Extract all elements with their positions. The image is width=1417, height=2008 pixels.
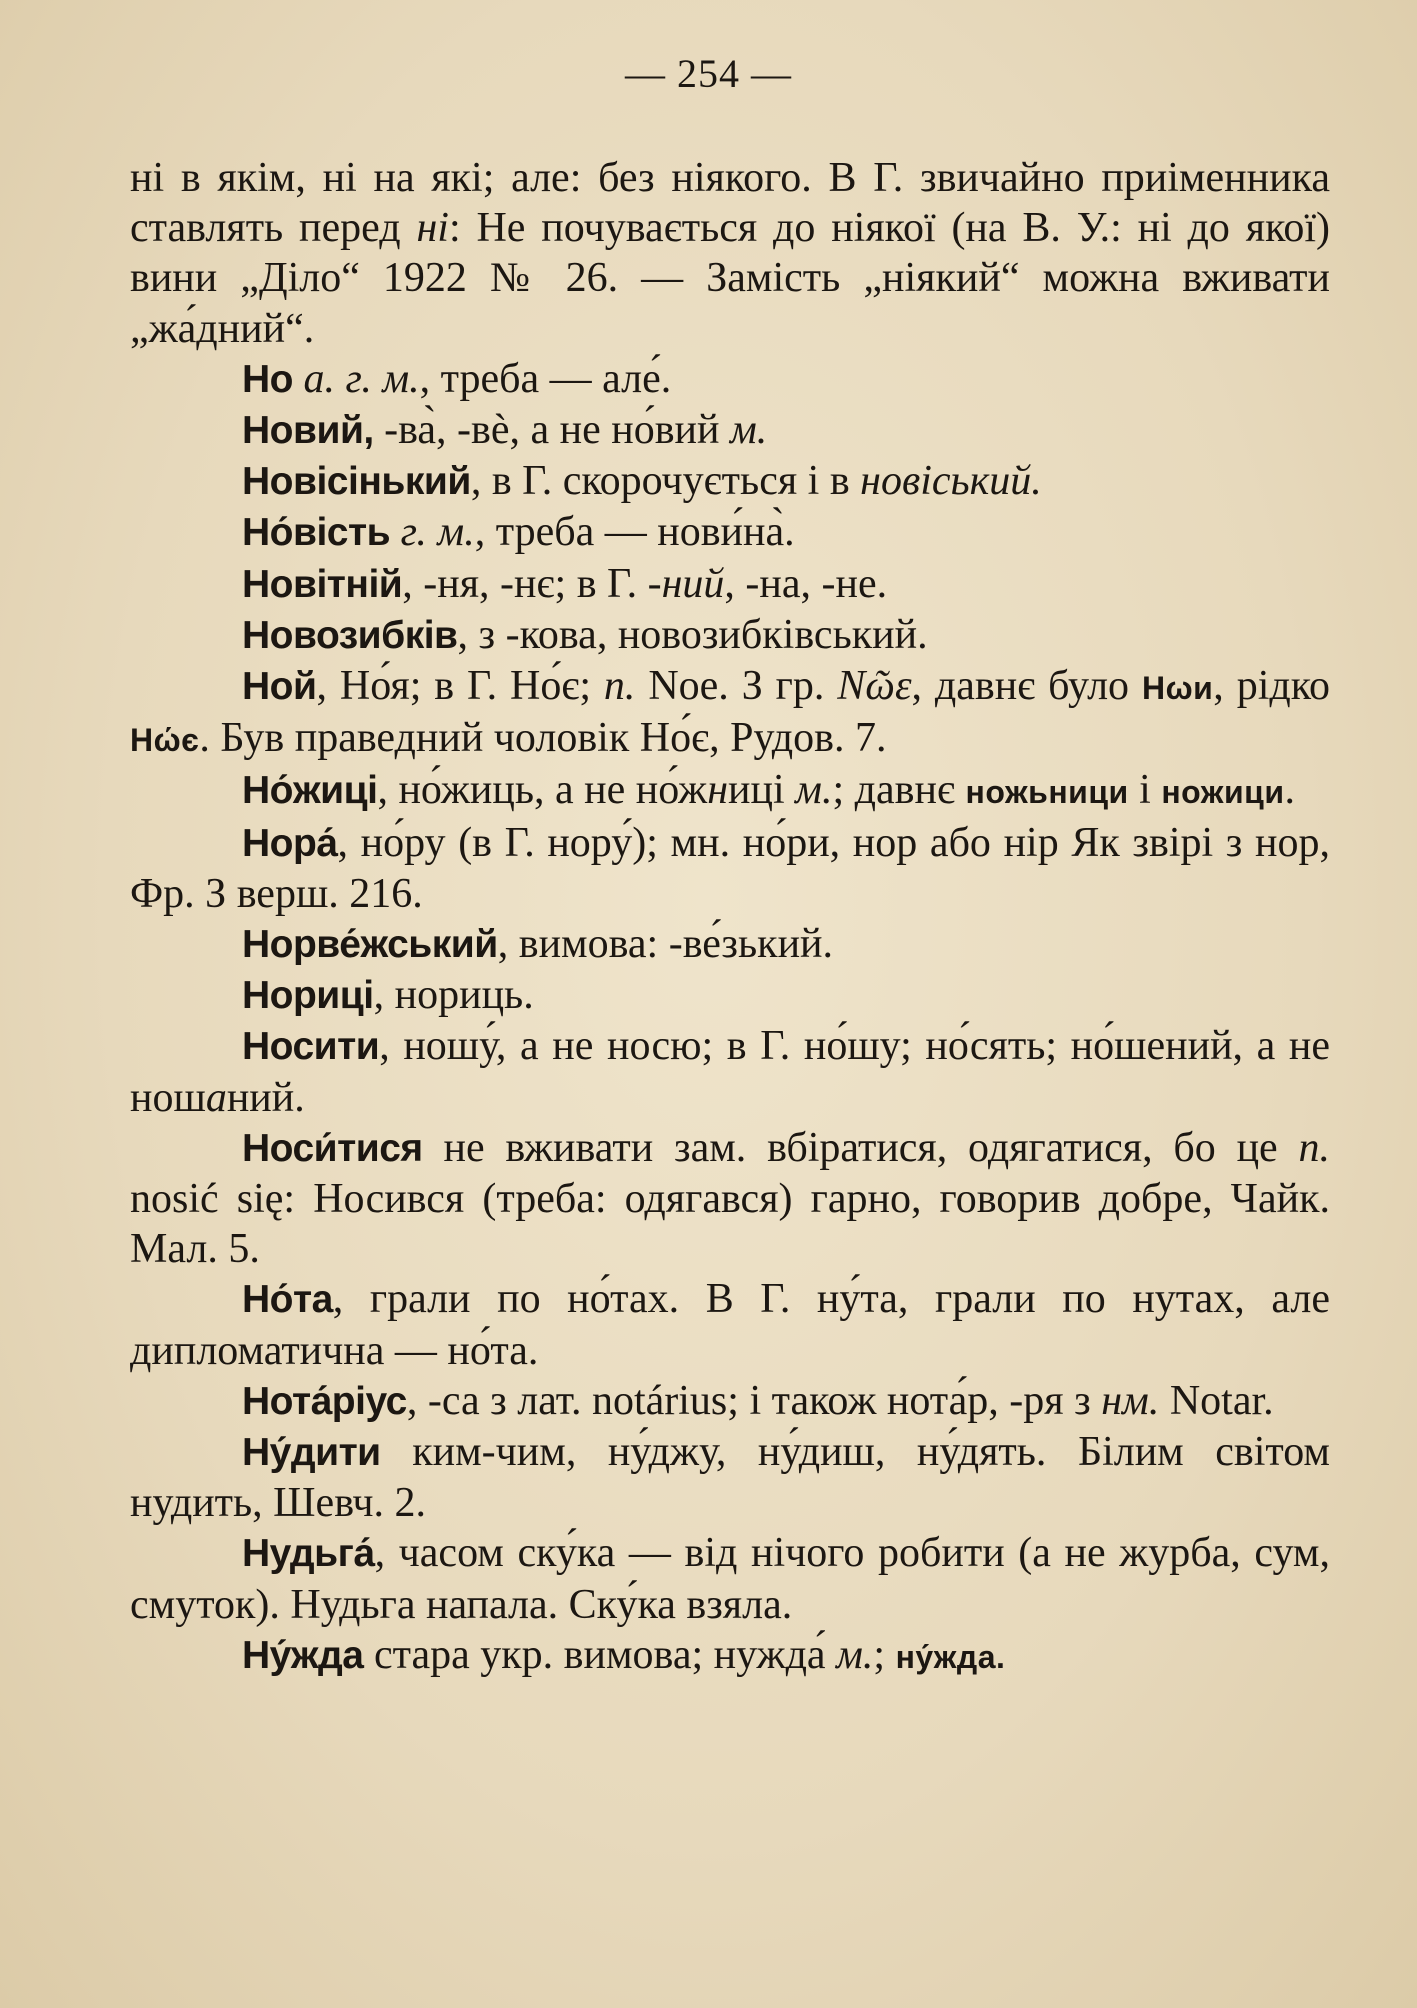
entry-text: , -ня, -нє; в Г. -: [402, 560, 662, 607]
old-form: ножици: [1161, 774, 1285, 811]
entry-text: .: [1284, 767, 1295, 814]
entry-headword: Но́та: [242, 1278, 333, 1322]
entry-text: стара укр. вимова; нужда́: [363, 1631, 837, 1678]
entry-headword: Носити: [242, 1025, 380, 1069]
entry-text: ким-чим, ну́джу, ну́диш, ну́дять. Білим світом нудить, Шевч. 2.: [130, 1429, 1330, 1527]
dictionary-entry: [130, 818, 1330, 919]
entry-headword: Норве́жський: [242, 923, 498, 967]
continuation-paragraph: [130, 153, 1330, 354]
dictionary-entry: [130, 456, 1330, 507]
entry-headword: Нудьга́: [242, 1532, 375, 1576]
entry-text: не вживати зам. вбіратися, одягатися, бо це: [422, 1124, 1299, 1171]
dictionary-text: [130, 153, 1330, 1682]
entry-headword: Носи́тися: [242, 1126, 423, 1170]
entry-headword: Нота́ріус: [242, 1379, 407, 1423]
entry-headword: Новий,: [242, 409, 385, 453]
dictionary-entry: [130, 1274, 1330, 1375]
entry-text: . Був праведний чоловік Но́є, Рудов. 7.: [199, 715, 887, 762]
dictionary-entry: [130, 405, 1330, 456]
dictionary-entry: [130, 919, 1330, 970]
italic-abbreviation: п.: [603, 663, 636, 710]
italic-abbreviation: ний: [661, 560, 725, 607]
italic-abbreviation: п.: [1298, 1124, 1330, 1171]
italic-abbreviation: новіський.: [860, 458, 1042, 505]
dictionary-entry: [130, 1427, 1330, 1528]
entry-headword: Нориці: [242, 974, 374, 1018]
entry-text: nosić się: Носився (треба: одягався) гарно, говорив добре, Чайк. Мал. 5.: [130, 1176, 1330, 1273]
dictionary-entry: [130, 354, 1330, 405]
entry-text: ;: [873, 1631, 896, 1678]
italic-abbreviation: м.: [729, 407, 768, 454]
entry-text: , нориць.: [373, 972, 534, 1019]
entry-text: иці: [728, 767, 796, 814]
italic-abbreviation: н: [707, 767, 729, 814]
entry-text: ; давнє: [832, 767, 966, 814]
entry-text: ний.: [226, 1074, 305, 1121]
entry-headword: Но: [242, 357, 293, 401]
dictionary-entry: [130, 1123, 1330, 1275]
dictionary-entry: [130, 559, 1330, 610]
italic-abbreviation: м.: [836, 1631, 874, 1678]
old-form: Нώє: [130, 722, 200, 759]
entry-text: і: [1128, 767, 1162, 814]
dictionary-entry: [130, 1630, 1330, 1682]
entry-text: , Но́я; в Г. Но́є;: [316, 663, 604, 710]
entry-text: Noe. З гр.: [635, 663, 838, 710]
entry-text: , грали по но́тах. В Г. ну́та, грали по нутах, але дипломатична — но́та.: [130, 1276, 1330, 1374]
entry-text: , в Г. скорочується і в: [470, 458, 861, 505]
entry-headword: Ной: [242, 665, 317, 709]
italic-abbreviation: г. м.: [400, 509, 475, 556]
entry-text: , но́жиць, а не но́ж: [377, 767, 708, 814]
italic-abbreviation: нм.: [1101, 1377, 1160, 1424]
entry-text: , з -кова, новозибківський.: [457, 611, 928, 658]
italic-abbreviation: м.: [795, 767, 833, 814]
old-form: ножьници: [965, 774, 1129, 811]
entry-text: , ношу́, а не носю; в Г. но́шу; но́сять; но́шений, а не нош: [130, 1023, 1330, 1121]
entry-headword: Ну́дити: [242, 1431, 381, 1475]
entry-text: , -са з лат. notárius; і також нота́р, -ря з: [406, 1377, 1102, 1424]
dictionary-entry: [130, 507, 1330, 558]
page-number: — 254 —: [625, 51, 792, 96]
entry-text: , рідко: [1213, 663, 1330, 710]
dictionary-entry: [130, 765, 1330, 817]
entry-text: , треба — але́.: [419, 355, 672, 402]
dictionary-entry: [130, 1021, 1330, 1122]
entry-text: Notar.: [1159, 1377, 1274, 1424]
entry-text: : Не почувається до ніякої (на В. У.: ні до якої) вини „Діло“ 1922 № 26. — Замість „ніякий“ можна вживати „жа́дний“.: [130, 205, 1331, 352]
dictionary-entry: [130, 1528, 1330, 1629]
dictionary-entry: [130, 1376, 1330, 1427]
entry-text: , давнє було: [911, 663, 1142, 710]
entry-text: , вимова: -ве́зький.: [497, 921, 834, 968]
entry-text: , часом ску́ка — від нічого робити (а не журба, сум, смуток). Нудьга напала. Ску́ка взяла.: [130, 1530, 1330, 1628]
dictionary-entry: [130, 661, 1330, 765]
entry-headword: Новозибків: [242, 613, 458, 657]
entry-text: , -на, -не.: [724, 560, 888, 607]
italic-abbreviation: ні: [416, 205, 449, 252]
entry-text: ні в якім, ні на які; але: без ніякого. В Г. звичайно приіменника ставлять перед: [130, 155, 1330, 252]
italic-abbreviation: а. г. м.: [303, 355, 420, 402]
entry-headword: Нора́: [242, 821, 338, 865]
dictionary-entry: [130, 610, 1330, 661]
entry-headword: Новітній: [242, 562, 403, 606]
entry-headword: Ну́жда: [242, 1633, 364, 1677]
italic-abbreviation: а: [205, 1074, 227, 1121]
old-form: Нωи: [1141, 670, 1214, 707]
italic-abbreviation: Nῶε: [837, 663, 912, 710]
entry-text: [293, 356, 304, 402]
entry-text: , но́ру (в Г. нору́); мн. но́ри, нор або нір Як звірі з нор, Фр. З верш. 216.: [130, 819, 1330, 917]
entry-text: , треба — нови́на̀.: [474, 509, 795, 556]
entry-headword: Новісінький: [242, 460, 471, 504]
entry-text: [390, 509, 401, 555]
entry-text: -ва̀, -вѐ, а не но́вий: [384, 407, 730, 454]
entry-headword: Но́вість: [242, 511, 391, 555]
dictionary-entry: [130, 970, 1330, 1021]
entry-headword: Но́жиці: [242, 769, 378, 813]
old-form: ну́жда.: [895, 1638, 1006, 1675]
